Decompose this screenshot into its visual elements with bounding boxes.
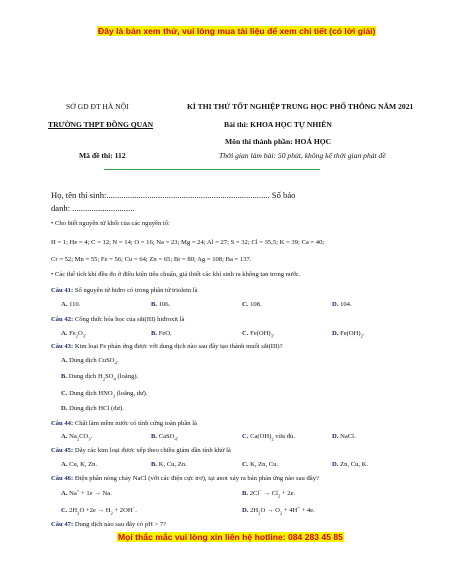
exam-title: KÌ THI THỬ TỐT NGHIỆP TRUNG HỌC PHỔ THÔNG NĂM 2021	[187, 102, 414, 111]
option-a[interactable]: A. $Na_2CO_3$.	[61, 433, 93, 442]
option-b[interactable]: B. FeO.	[151, 330, 172, 337]
option-a[interactable]: A. Dung dịch CuSO$_4$.	[61, 357, 119, 366]
option-a[interactable]: A. 110.	[61, 301, 81, 308]
header-divider	[104, 169, 320, 170]
option-d[interactable]: D. $2H_2O \to O_2 + 4H^+ + 4e$.	[242, 504, 315, 516]
top-banner: Đây là bản xem thử, vui lòng mua tài liệu để xem chi tiết (có lời giải)	[98, 26, 376, 36]
question-46: Câu 46: Điện phân nóng chảy NaCl (với các điện cực trơ), tại anot xảy ra bán phản ứng nào sau đây?	[51, 475, 319, 482]
exam-code: Mã đề thi: 112	[79, 151, 126, 160]
question-44: Câu 44: Chất làm mềm nước có tính cứng toàn phần là	[51, 420, 197, 427]
question-text: Số nguyên tử hiđro có trong phân tử triolein là	[74, 287, 198, 294]
option-b[interactable]: B. 106.	[151, 301, 171, 308]
option-c[interactable]: C. $Ca(OH)_2$ vừa đủ.	[242, 433, 295, 442]
question-number: Câu 41:	[51, 287, 74, 294]
exam-time: Thời gian làm bài: 50 phút, không kể thời gian phát đề	[219, 151, 386, 160]
exam-subject: Bài thi: KHOA HỌC TỰ NHIÊN	[224, 120, 332, 129]
school-name: TRƯỜNG THPT ĐỒNG QUAN	[48, 120, 154, 129]
question-41	[51, 287, 198, 294]
option-b[interactable]: B. K, Cu, Zn.	[151, 461, 187, 468]
option-d[interactable]: D. Zn, Cu, K.	[332, 461, 369, 468]
option-d[interactable]: D. Dung dịch HCl (dư).	[61, 405, 124, 412]
option-c[interactable]: C. 108.	[242, 301, 262, 308]
question-45: Câu 45: Dãy các kim loại được xếp theo chiều giảm dần tính khử là	[51, 447, 231, 454]
option-c[interactable]: C. K, Zn, Cu.	[242, 461, 279, 468]
atomic-mass-line-2: Cr = 52; Mn = 55; Fe = 56; Cu = 64; Zn = 65; Br = 80; Ag = 108; Ba = 137.	[51, 256, 252, 263]
option-d[interactable]: D. $Fe(OH)_2$.	[332, 330, 365, 339]
option-a[interactable]: A. Na+ + 1e → Na.	[61, 487, 112, 497]
atomic-mass-line-1: H = 1; He = 4; C = 12; N = 14; O = 16; Na = 23; Mg = 24; Al = 27; S = 32; Cl = 35,5; K = 39; Ca = 40;	[51, 239, 325, 246]
option-d[interactable]: D. NaCl.	[332, 433, 356, 440]
exam-component: Môn thi thành phần: HOÁ HỌC	[225, 137, 332, 146]
option-a[interactable]: A. $Fe_2O_3$.	[61, 330, 87, 339]
option-b[interactable]: B. Dung dịch $H_2SO_4$ (loãng).	[61, 373, 139, 382]
question-43: Câu 43: Kim loại Fe phản ứng được với dung dịch nào sau đây tạo thành muối sắt(III)?	[51, 343, 283, 350]
gas-conditions-note: • Các thể tích khí đều đo ở điều kiện tiêu chuẩn, giả thiết các khí sinh ra không tan trong nước.	[51, 271, 301, 278]
dept-name: SỞ GD ĐT HÀ NỘI	[66, 102, 129, 111]
question-47: Câu 47: Dung dịch nào sau đây có pH > 7?	[51, 521, 167, 528]
candidate-id-line: danh: .............................	[51, 203, 135, 213]
candidate-name-line: Họ, tên thí sinh:............................................................................ Số báo	[51, 190, 296, 200]
option-d[interactable]: D. 104.	[332, 301, 352, 308]
option-c[interactable]: C. $Fe(OH)_3$.	[242, 330, 275, 339]
atomic-mass-intro: • Cho biết nguyên tử khối của các nguyên tố:	[51, 220, 170, 227]
option-b[interactable]: B. CaSO$_4$.	[151, 433, 179, 442]
option-c[interactable]: C. $2H_2O +2e \to H_2 + 2OH^-$.	[61, 504, 137, 516]
option-a[interactable]: A. Cu, K, Zn.	[61, 461, 98, 468]
option-c[interactable]: C. Dung dịch $HNO_3$ (loãng, dư).	[61, 390, 148, 399]
option-b[interactable]: B. $2Cl^- \to Cl_2 + 2e$.	[242, 487, 296, 499]
bottom-banner: Mọi thắc mắc vui lòng xin liên hệ hotline: 084 283 45 85	[118, 532, 343, 542]
question-42: Câu 42: Công thức hóa học của sắt(III) hiđroxit là	[51, 316, 185, 323]
